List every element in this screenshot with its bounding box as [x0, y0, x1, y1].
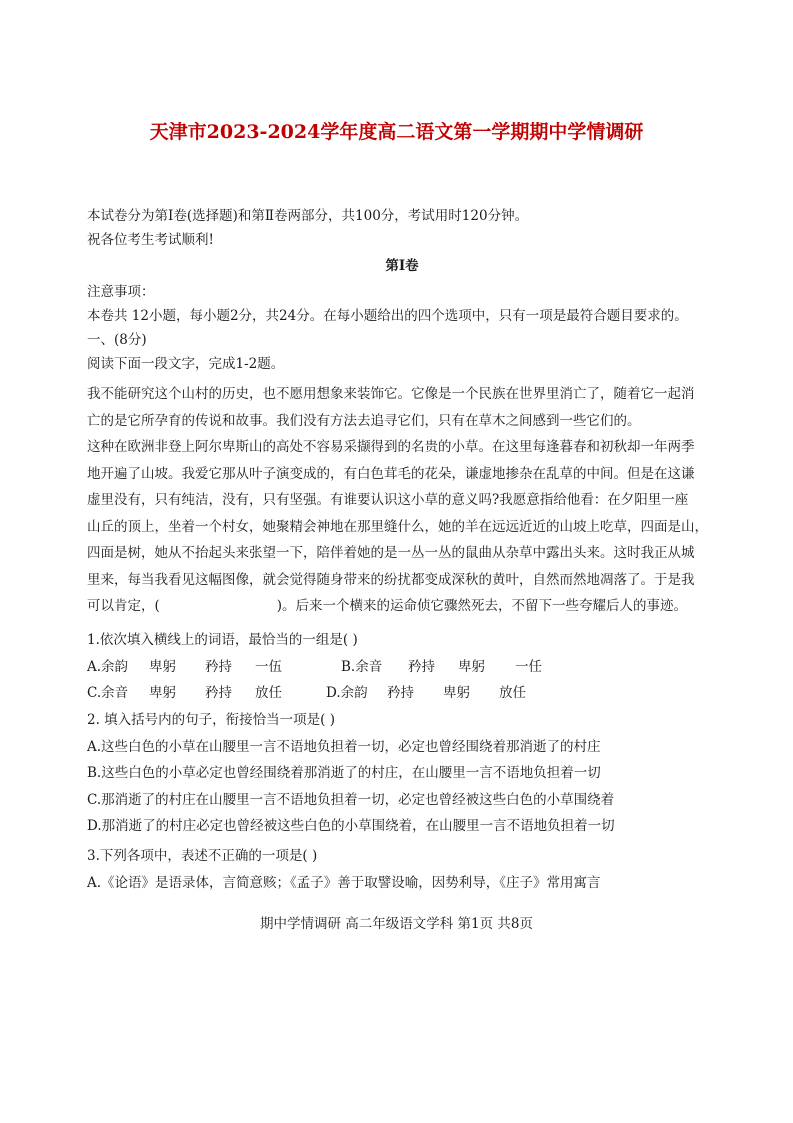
part1-heading: 一、(8分) — [87, 332, 147, 348]
passage-line: 虚里没有，只有纯洁，没有，只有坚强。有谁要认识这小草的意义吗?我愿意指给他看：在夕阳里一座 — [87, 492, 689, 508]
q1-option-word: 卑躬 — [443, 685, 470, 701]
q1-option-word: D.余韵 — [326, 685, 368, 701]
q2-option: D.那消逝了的村庄必定也曾经被这些白色的小草围绕着，在山腰里一言不语地负担着一切 — [87, 818, 615, 834]
q2-option: A.这些白色的小草在山腰里一言不语地负担着一切，必定也曾经围绕着那消逝了的村庄 — [87, 738, 601, 755]
passage-line: 里来，每当我看见这幅图像，就会觉得随身带来的纷扰都变成深秋的黄叶，自然而然地凋落了。于是我 — [87, 571, 695, 588]
passage-last-before: 可以肯定，( — [87, 598, 160, 614]
q1-option-word: 矜持 — [205, 685, 232, 701]
q1-option-word: 矜持 — [205, 658, 232, 675]
notice-heading: 注意事项： — [87, 284, 155, 300]
intro-block — [87, 204, 717, 376]
question-3 — [87, 843, 717, 896]
q2-option: C.那消逝了的村庄在山腰里一言不语地负担着一切，必定也曾经被这些白色的小草围绕着 — [87, 791, 615, 808]
q1-option-word: 卑躬 — [458, 658, 485, 675]
q1-option-word: A.余韵 — [87, 658, 129, 675]
question-1 — [87, 627, 717, 707]
q1-option-word: C.余音 — [87, 685, 129, 701]
passage-last-line — [87, 593, 717, 620]
q1-option-word: 一伍 — [255, 658, 282, 675]
question-2 — [87, 707, 717, 840]
passage-line: 四面是树，她从不抬起头来张望一下，陪伴着她的是一丛一丛的鼠曲从杂草中露出头来。这时我正从城 — [87, 545, 695, 561]
q1-option-word: 放任 — [255, 685, 282, 701]
q1-stem: 1.依次填入横线上的词语，最恰当的一组是( ) — [87, 632, 358, 648]
q2-option: B.这些白色的小草必定也曾经围绕着那消逝了的村庄，在山腰里一言不语地负担着一切 — [87, 765, 601, 781]
q1-options-row-2 — [87, 680, 717, 707]
q1-option-word: 放任 — [499, 685, 526, 701]
notice-text: 本卷共 12小题，每小题2分，共24分。在每小题给出的四个选项中，只有一项是最符合题目要求的。 — [87, 308, 688, 324]
page-footer: 期中学情调研 高二年级语文学科 第1页 共8页 — [259, 916, 534, 932]
intro-line-2: 祝各位考生考试顺利! — [87, 232, 214, 248]
document-title: 天津市2023-2024学年度高二语文第一学期期中学情调研 — [149, 121, 644, 143]
q1-option-word: 矜持 — [387, 685, 414, 701]
q1-option-word: B.余音 — [341, 658, 383, 675]
passage-line: 地开遍了山坡。我爱它那从叶子演变成的，有白色茸毛的花朵，谦虚地掺杂在乱草的中间。但是在这谦 — [87, 465, 695, 482]
passage-block — [87, 381, 717, 620]
part1-instruction: 阅读下面一段文字，完成1-2题。 — [87, 356, 285, 372]
q1-option-word: 一任 — [515, 658, 542, 675]
passage-line: 我不能研究这个山村的历史，也不愿用想象来装饰它。它像是一个民族在世界里消亡了，随着它一起消 — [87, 386, 695, 402]
passage-line: 山丘的顶上，坐着一个村女，她聚精会神地在那里缝什么，她的羊在远远近近的山坡上吃草，四面是山， — [87, 518, 708, 535]
q3-stem: 3.下列各项中，表述不正确的一项是( ) — [87, 848, 318, 864]
q3-option-a: A.《论语》是语录体，言简意赅；《孟子》善于取譬设喻，因势利导，《庄子》常用寓言 — [87, 874, 601, 891]
intro-line-1: 本试卷分为第Ⅰ卷(选择题)和第Ⅱ卷两部分，共100分，考试用时120分钟。 — [87, 208, 529, 224]
q1-option-word: 矜持 — [408, 658, 435, 675]
q1-option-word: 卑躬 — [149, 685, 176, 701]
passage-line: 这种在欧洲非登上阿尔卑斯山的高处不容易采撷得到的名贵的小草。在这里每逢暮春和初秋却一年两季 — [87, 439, 695, 455]
passage-last-after: )。后来一个横来的运命侦它骤然死去，不留下一些夸耀后人的事迹。 — [276, 598, 688, 614]
q2-stem: 2. 填入括号内的句子，衔接恰当一项是( ) — [87, 712, 335, 728]
q1-option-word: 卑躬 — [149, 658, 176, 675]
passage-line: 亡的是它所孕育的传说和故事。我们没有方法去追寻它们，只有在草木之间感到一些它们的。 — [87, 412, 641, 429]
q1-options-row-1 — [87, 654, 717, 681]
section-title: 第Ⅰ卷 — [385, 258, 419, 274]
